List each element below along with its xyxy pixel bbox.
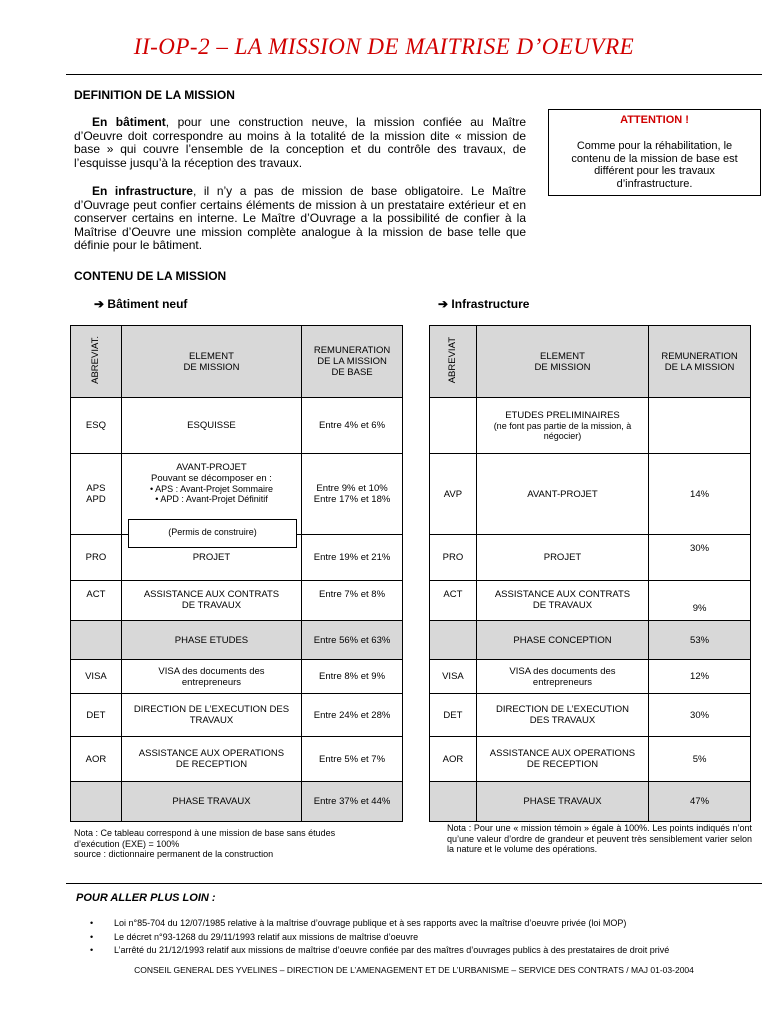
- infrastructure-bold: En infrastructure: [92, 184, 193, 198]
- header-abbr: ABREVIAT: [430, 326, 477, 398]
- table-row: [71, 694, 403, 737]
- table-row: [430, 660, 751, 694]
- header-element: ELEMENT DE MISSION: [121, 326, 301, 398]
- batiment-neuf-label: Bâtiment neuf: [107, 297, 188, 311]
- paragraph-infrastructure: [74, 185, 526, 253]
- row-rem: Entre 7% et 8%: [302, 581, 403, 621]
- row-abbr: ESQ: [71, 398, 122, 454]
- row-element: DIRECTION DE L’EXECUTION DES TRAVAUX: [121, 694, 301, 737]
- element-sub: Pouvant se décomposer en :: [151, 473, 272, 484]
- row-element: PROJET: [476, 535, 648, 581]
- row-rem: 9%: [649, 581, 751, 621]
- attention-body: Comme pour la réhabilitation, le contenu de la mission de base est différent pour les travaux d’infrastructure.: [571, 140, 738, 190]
- contenu-heading: CONTENU DE LA MISSION: [74, 269, 227, 283]
- row-abbr: VISA: [430, 660, 477, 694]
- row-abbr: [71, 621, 122, 660]
- table-row: [430, 694, 751, 737]
- infrastructure-table: [429, 325, 751, 822]
- phase-row: [430, 782, 751, 822]
- header-element: ELEMENT DE MISSION: [476, 326, 648, 398]
- row-rem: Entre 19% et 21%: [302, 535, 403, 581]
- table-row: [71, 737, 403, 782]
- row-rem: Entre 24% et 28%: [302, 694, 403, 737]
- row-rem: Entre 9% et 10% Entre 17% et 18%: [302, 454, 403, 535]
- header-abbr: ABREVIAT.: [71, 326, 122, 398]
- row-rem: Entre 8% et 9%: [302, 660, 403, 694]
- page-title: II-OP-2 – LA MISSION DE MAITRISE D’OEUVRE: [133, 34, 635, 59]
- batiment-text: , pour une construction neuve, la mission confiée au Maître d’Oeuvre doit correspondre au moins à la totalité de la mission dite « mission de base » qui couvre l’ensemble de la conception et du contrôle des travaux, de l’esquisse jusqu’à la réception des travaux.: [74, 115, 526, 170]
- row-element: AVANT-PROJET: [476, 454, 648, 535]
- list-item: • Le décret n°93-1268 du 29/11/1993 relatif aux missions de maîtrise d’oeuvre: [74, 931, 764, 945]
- row-abbr: AOR: [71, 737, 122, 782]
- row-abbr: PRO: [430, 535, 477, 581]
- definition-heading: DEFINITION DE LA MISSION: [74, 88, 235, 102]
- row-element: [476, 398, 648, 454]
- row-rem: 14%: [649, 454, 751, 535]
- row-abbr: [430, 398, 477, 454]
- row-abbr: [430, 782, 477, 822]
- element-sub: (ne font pas partie de la mission, à négocier): [493, 421, 632, 441]
- phase-row: [71, 621, 403, 660]
- bullet-aps: • APS : Avant-Projet Sommaire: [149, 484, 273, 494]
- row-element: PHASE ETUDES: [121, 621, 301, 660]
- batiment-table: [70, 325, 403, 822]
- row-rem: 12%: [649, 660, 751, 694]
- row-abbr: AVP: [430, 454, 477, 535]
- header-remuneration: REMUNERATION DE LA MISSION DE BASE: [302, 326, 403, 398]
- list-item: • L’arrêté du 21/12/1993 relatif aux missions de maîtrise d’oeuvre confiée par des maîtres d’ouvrages publics à des prestataires de droit privé: [74, 944, 764, 958]
- table-row: [430, 581, 751, 621]
- list-item: • Loi n°85-704 du 12/07/1985 relative à la maîtrise d’ouvrage publique et à ses rapports avec la maîtrise d’oeuvre privée (loi MOP): [74, 917, 764, 931]
- row-abbr: [430, 621, 477, 660]
- row-rem: Entre 37% et 44%: [302, 782, 403, 822]
- table-row: [71, 660, 403, 694]
- row-abbr: [71, 782, 122, 822]
- table-row: [71, 398, 403, 454]
- row-abbr: VISA: [71, 660, 122, 694]
- table-row: [71, 581, 403, 621]
- permis-box: (Permis de construire): [128, 519, 297, 548]
- phase-row: [71, 782, 403, 822]
- arrow-right-icon: ➔: [438, 297, 449, 311]
- row-element: VISA des documents des entrepreneurs: [476, 660, 648, 694]
- element-title: ETUDES PRELIMINAIRES: [505, 410, 620, 421]
- row-abbr: DET: [71, 694, 122, 737]
- left-section-label: [94, 297, 187, 311]
- row-abbr: AOR: [430, 737, 477, 782]
- row-element: PHASE TRAVAUX: [476, 782, 648, 822]
- plus-loin-heading: POUR ALLER PLUS LOIN :: [76, 892, 216, 904]
- row-rem: [649, 398, 751, 454]
- row-rem: Entre 4% et 6%: [302, 398, 403, 454]
- attention-box: [548, 109, 761, 196]
- row-abbr: ACT: [71, 581, 122, 621]
- row-element: DIRECTION DE L’EXECUTION DES TRAVAUX: [476, 694, 648, 737]
- row-abbr: PRO: [71, 535, 122, 581]
- row-element: ASSISTANCE AUX CONTRATS DE TRAVAUX: [476, 581, 648, 621]
- row-element: ESQUISSE: [121, 398, 301, 454]
- row-rem: 53%: [649, 621, 751, 660]
- phase-row: [430, 621, 751, 660]
- row-element: PHASE CONCEPTION: [476, 621, 648, 660]
- row-element: ASSISTANCE AUX CONTRATS DE TRAVAUX: [121, 581, 301, 621]
- row-rem: 30%: [649, 694, 751, 737]
- row-element: PROJET: [121, 535, 301, 581]
- row-element: VISA des documents des entrepreneurs: [121, 660, 301, 694]
- row-element: PHASE TRAVAUX: [121, 782, 301, 822]
- right-note: Nota : Pour une « mission témoin » égale à 100%. Les points indiqués n’ont qu’une valeur d’ordre de grandeur et peuvent très sensiblement varier selon la nature et le volume des opérations.: [447, 823, 752, 854]
- batiment-bold: En bâtiment: [92, 115, 166, 129]
- row-rem: 5%: [649, 737, 751, 782]
- table-header-row: [430, 326, 751, 398]
- bullet-apd: • APD : Avant-Projet Définitif: [155, 494, 268, 504]
- table-row: [430, 535, 751, 581]
- table-row: [430, 737, 751, 782]
- row-rem: Entre 56% et 63%: [302, 621, 403, 660]
- section-rule: [66, 883, 762, 884]
- page-footer: CONSEIL GENERAL DES YVELINES – DIRECTION DE L’AMENAGEMENT ET DE L’URBANISME – SERVICE DES CONTRATS / MAJ 01-03-2004: [134, 965, 694, 975]
- row-rem: 30%: [649, 535, 751, 581]
- row-element: ASSISTANCE AUX OPERATIONS DE RECEPTION: [121, 737, 301, 782]
- row-abbr: APS APD: [71, 454, 122, 535]
- references-list: [74, 917, 764, 958]
- right-section-label: [438, 297, 529, 311]
- row-rem: 47%: [649, 782, 751, 822]
- header-remuneration: REMUNERATION DE LA MISSION: [649, 326, 751, 398]
- row-abbr: DET: [430, 694, 477, 737]
- title-rule: [66, 74, 762, 75]
- paragraph-batiment: [74, 116, 526, 170]
- attention-title: ATTENTION !: [620, 114, 689, 126]
- row-rem: Entre 5% et 7%: [302, 737, 403, 782]
- element-title: AVANT-PROJET: [176, 462, 247, 473]
- row-element: ASSISTANCE AUX OPERATIONS DE RECEPTION: [476, 737, 648, 782]
- table-header-row: [71, 326, 403, 398]
- table-row: [430, 398, 751, 454]
- left-note: Nota : Ce tableau correspond à une mission de base sans études d’exécution (EXE) = 100% source : dictionnaire permanent de la construction: [74, 828, 336, 859]
- row-abbr: ACT: [430, 581, 477, 621]
- table-row: [430, 454, 751, 535]
- arrow-right-icon: ➔: [94, 297, 105, 311]
- infrastructure-label: Infrastructure: [451, 297, 530, 311]
- infrastructure-text: , il n’y a pas de mission de base obligatoire. Le Maître d’Ouvrage peut confier certains éléments de mission à un prestataire extérieur et en conserver certains en interne. Le Maître d’Ouvrage a la possibilité de confier à la Maîtrise d’Oeuvre une mission complète analogue à la mission de base telle que définie pour le bâtiment.: [74, 184, 527, 252]
